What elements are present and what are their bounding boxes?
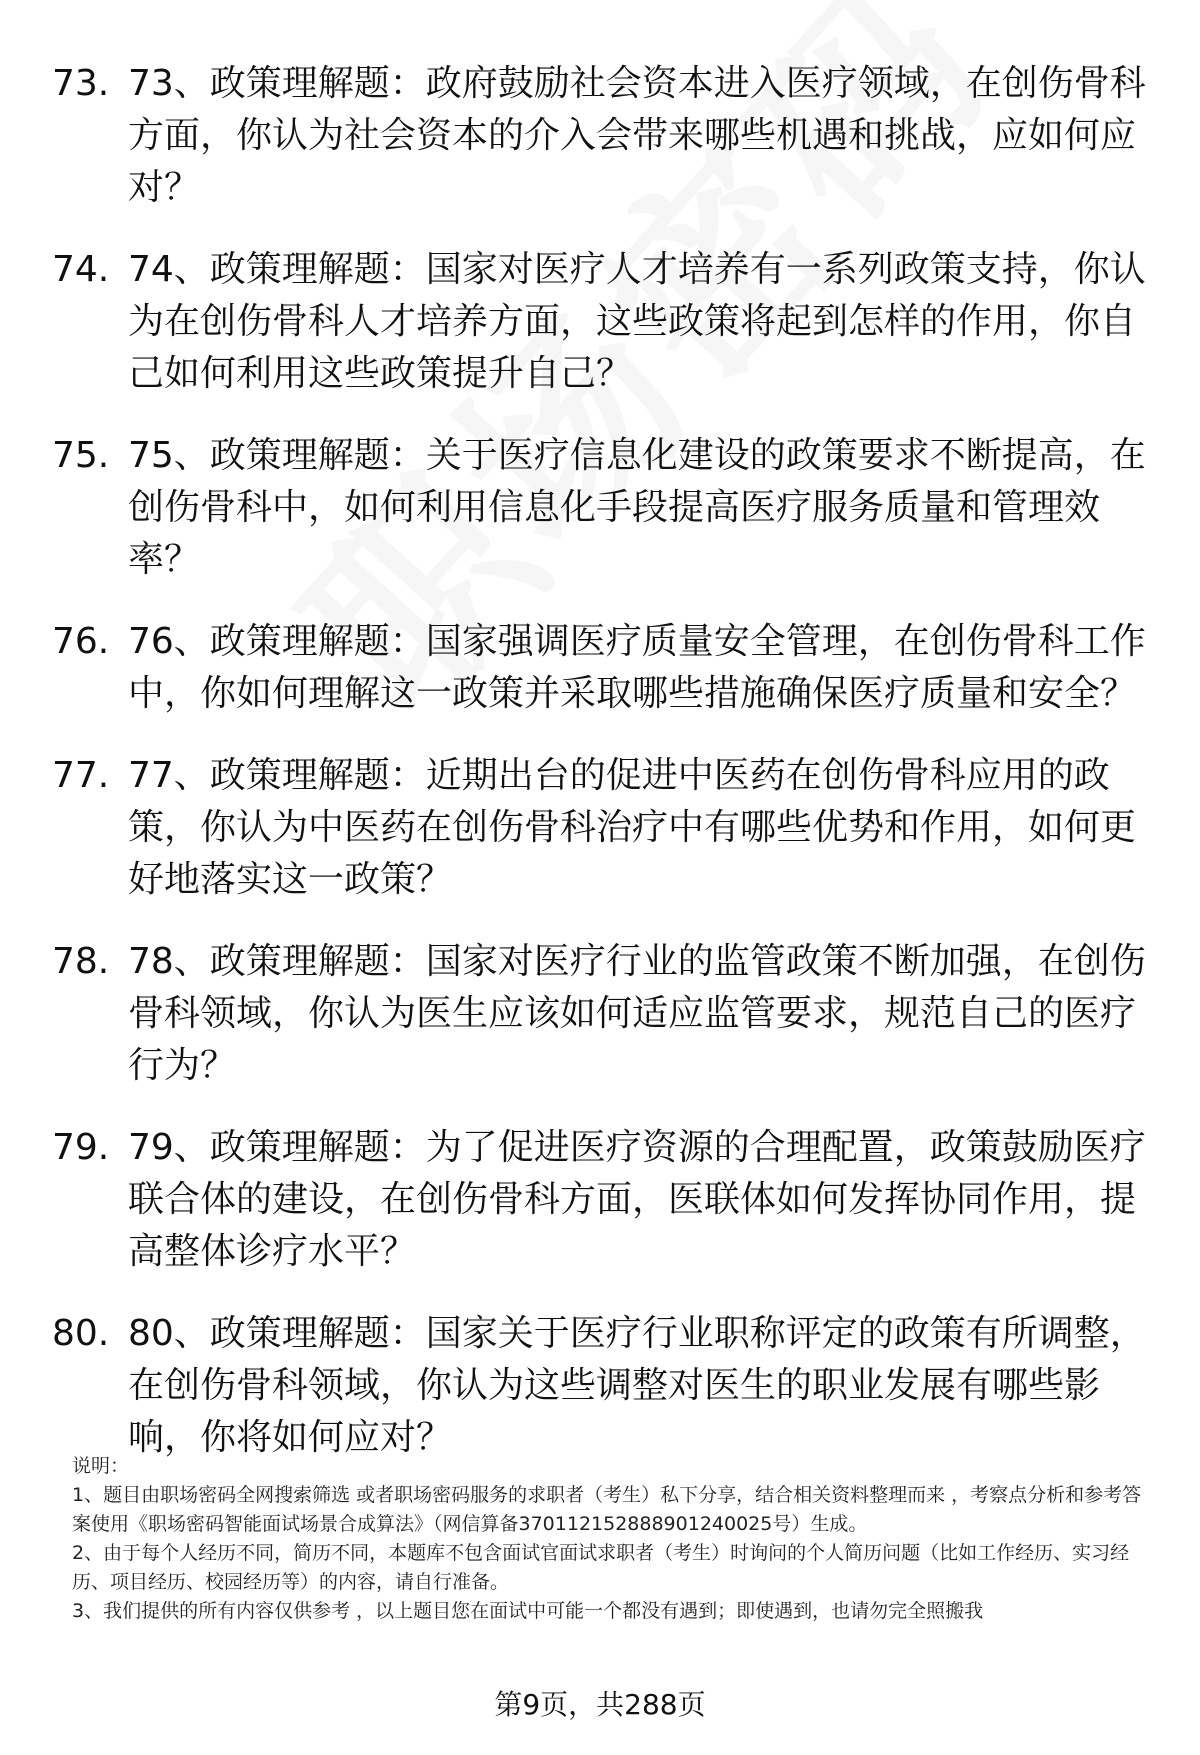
question-number: 78. (52, 941, 110, 982)
notes-title: 说明： (72, 1455, 130, 1477)
question-list (0, 58, 1200, 1494)
question-text: 79、政策理解题：为了促进医疗资源的合理配置，政策鼓励医疗联合体的建设，在创伤骨科方面，医联体如何发挥协同作用，提高整体诊疗水平？ (128, 1127, 1146, 1272)
question-text: 78、政策理解题：国家对医疗行业的监管政策不断加强，在创伤骨科领域，你认为医生应该如何适应监管要求，规范自己的医疗行为？ (128, 941, 1146, 1086)
question-text: 77、政策理解题：近期出台的促进中医药在创伤骨科应用的政策，你认为中医药在创伤骨科治疗中有哪些优势和作用，如何更好地落实这一政策？ (128, 755, 1137, 900)
question-text: 76、政策理解题：国家强调医疗质量安全管理，在创伤骨科工作中，你如何理解这一政策并采取哪些措施确保医疗质量和安全？ (128, 621, 1146, 714)
question-number: 74. (52, 249, 110, 290)
notes-section (72, 1452, 1154, 1626)
question-item (0, 936, 1200, 1092)
page-footer: 第9页，共288页 (494, 1688, 706, 1721)
question-item (0, 1122, 1200, 1278)
note-item: 2、由于每个人经历不同，简历不同，本题库不包含面试官面试求职者（考生）时询问的个人简历问题（比如工作经历、实习经历、项目经历、校园经历等）的内容，请自行准备。 (72, 1542, 1130, 1593)
question-item (0, 750, 1200, 906)
question-item (0, 58, 1200, 214)
question-number: 80. (52, 1313, 110, 1354)
question-text: 74、政策理解题：国家对医疗人才培养有一系列政策支持，你认为在创伤骨科人才培养方面，这些政策将起到怎样的作用，你自己如何利用这些政策提升自己？ (128, 249, 1146, 394)
question-number: 79. (52, 1127, 110, 1168)
question-number: 75. (52, 435, 110, 476)
question-text: 80、政策理解题：国家关于医疗行业职称评定的政策有所调整，在创伤骨科领域，你认为这些调整对医生的职业发展有哪些影响，你将如何应对？ (128, 1313, 1146, 1458)
question-item (0, 616, 1200, 720)
question-item (0, 1308, 1200, 1464)
note-item: 3、我们提供的所有内容仅供参考 ，以上题目您在面试中可能一个都没有遇到；即使遇到，也请勿完全照搬我 (72, 1600, 984, 1622)
question-text: 75、政策理解题：关于医疗信息化建设的政策要求不断提高，在创伤骨科中，如何利用信息化手段提高医疗服务质量和管理效率？ (128, 435, 1146, 580)
note-item: 1、题目由职场密码全网搜索筛选 或者职场密码服务的求职者（考生）私下分享，结合相关资料整理而来 ，考察点分析和参考答案使用《职场密码智能面试场景合成算法》（网信算备370112152888901240025号）生成。 (72, 1484, 1142, 1535)
question-number: 73. (52, 63, 110, 104)
question-number: 76. (52, 621, 110, 662)
question-text: 73、政策理解题：政府鼓励社会资本进入医疗领域，在创伤骨科方面，你认为社会资本的介入会带来哪些机遇和挑战，应如何应对？ (128, 63, 1146, 208)
question-item (0, 244, 1200, 400)
question-item (0, 430, 1200, 586)
question-number: 77. (52, 755, 110, 796)
